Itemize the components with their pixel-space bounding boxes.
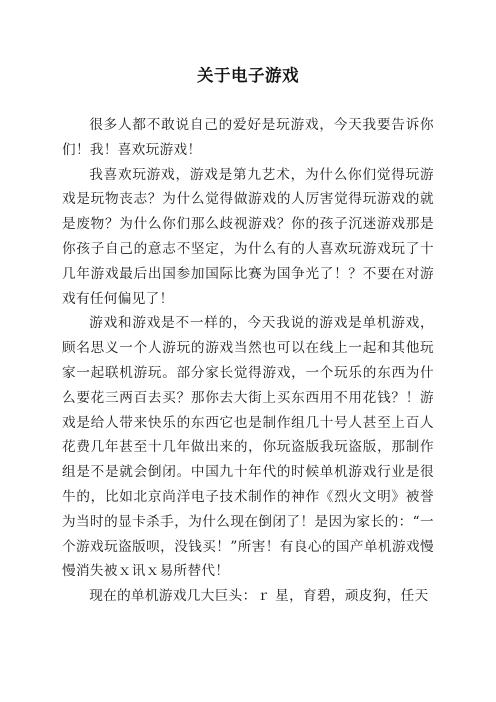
document-body: [62, 113, 434, 609]
document-title: 关于电子游戏: [197, 66, 299, 85]
paragraph-4: 现在的单机游戏几大巨头：ｒ 星，育碧，顽皮狗，任天: [89, 588, 429, 605]
paragraph-1: 很多人都不敢说自己的爱好是玩游戏，今天我要告诉你们！我！喜欢玩游戏！: [62, 117, 434, 158]
paragraph-3: 游戏和游戏是不一样的，今天我说的游戏是单机游戏，顾名思义一个人游玩的游戏当然也可以在线上一起和其他玩家一起联机游玩。部分家长觉得游戏，一个玩乐的东西为什么要花三两百去买？那你去大街上买东西用不用花钱？！游戏是给人带来快乐的东西它也是制作组几十号人甚至上百人花费几年甚至十几年做出来的，你玩盗版我玩盗版，那制作组是不是就会倒闭。中国九十年代的时候单机游戏行业是很牛的，比如北京尚洋电子技术制作的神作《烈火文明》被誉为当时的显卡杀手，为什么现在倒闭了！是因为家长的：“一个游戏玩盗版呗，没钱买！”所害！有良心的国产单机游戏慢慢消失被ｘ讯ｘ易所替代！: [62, 315, 434, 580]
paragraph-2: 我喜欢玩游戏，游戏是第九艺术，为什么你们觉得玩游戏是玩物丧志？为什么觉得做游戏的人厉害觉得玩游戏的就是废物？为什么你们那么歧视游戏？你的孩子沉迷游戏那是你孩子自己的意志不坚定，为什么有的人喜欢玩游戏玩了十几年游戏最后出国参加国际比赛为国争光了！？不要在对游戏有任何偏见了！: [62, 166, 434, 307]
